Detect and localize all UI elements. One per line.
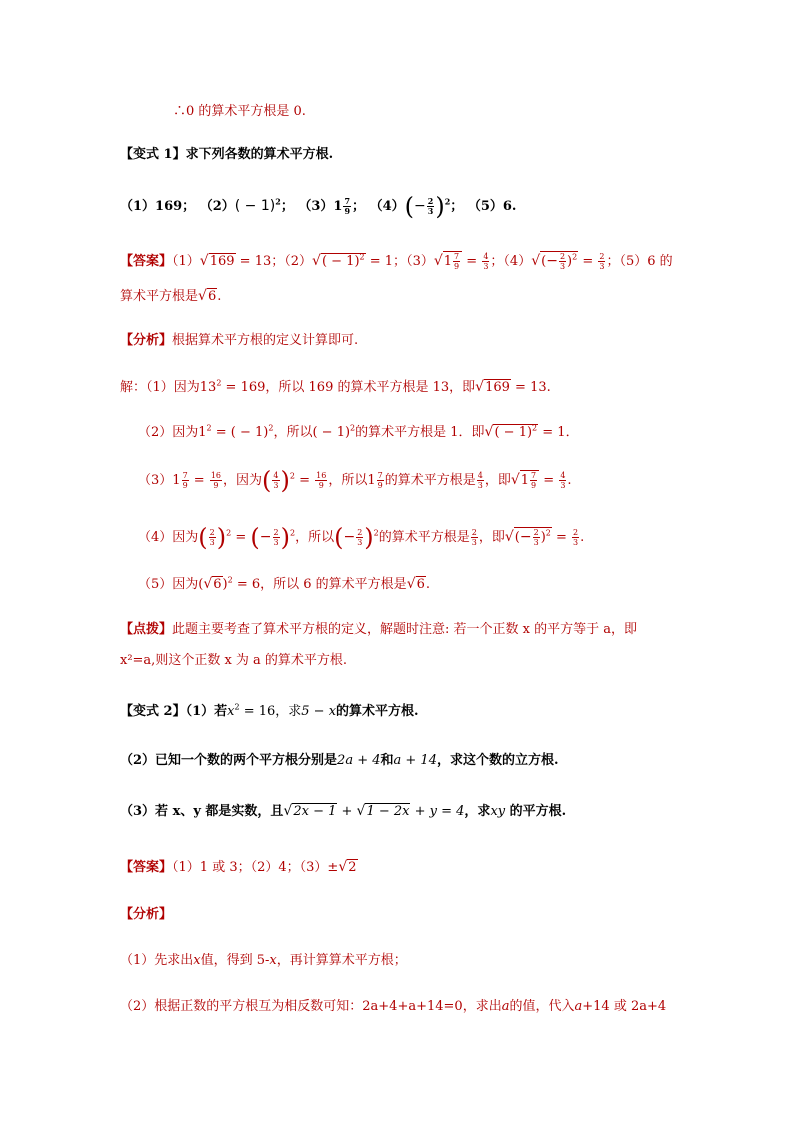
ans-2-result: = 1；: [365, 254, 407, 269]
ans-2-label: （2）: [284, 254, 313, 269]
sqrt-frac-sq: √(− $\frac{2}{3}$ )$^2$: [531, 252, 578, 271]
paren-right: ): [435, 192, 445, 221]
fraction: $\frac{4}{3}$: [483, 252, 489, 271]
analysis1: [120, 331, 358, 351]
item-2-value: ( − 1): [234, 198, 276, 214]
mixed-whole: 1: [333, 199, 343, 214]
ans-1-label: （1）: [172, 254, 200, 269]
analysis-text: 根据算术平方根的定义计算即可.: [172, 333, 359, 348]
sqrt-mixed: √1 $\frac{7}{9}$: [434, 251, 462, 272]
exp-2: 2: [275, 196, 281, 207]
solution-line4: （4）因为( $\frac{2}{3}$ )$^2$ = (− $\frac{2}{3}$ )$^2$，所以(− $\frac{2}{3}$ )$^2$的算术平方根是 $\frac{2}{3}$ ，即√(− $\frac{2}{3}$ )$^2$ = $\frac{2}{3}$ .: [138, 523, 585, 552]
solution-line1: 解：（1）因为$13^2 = 169$，所以 169 的算术平方根是 13，即√169 = 13.: [120, 378, 551, 395]
variant1-question: [120, 145, 333, 165]
ans-1-result: = 13；: [235, 254, 285, 269]
analysis-tag: 【分析】: [120, 333, 173, 348]
tip-line1: 【点拨】此题主要考查了算术平方根的定义，解题时注意: 若一个正数 x 的平方等于 a，即: [120, 622, 638, 637]
tip-tag: 【点拨】: [120, 622, 173, 637]
variant2-tag: 【变式 2】: [120, 704, 186, 719]
item-2-label: （2）: [199, 199, 235, 214]
sep: ；: [450, 199, 464, 214]
variant2-q1: 【变式 2】（1）若$x^2 = 16$，求5 − x的算术平方根.: [120, 702, 419, 719]
sep: ；: [352, 199, 366, 214]
solution-line3: （3）1 $\frac{7}{9}$ = $\frac{16}{9}$ ，因为( $\frac{4}{3}$ )$^2$ = $\frac{16}{9}$ ，所以1 $\frac{7}{9}$ 的算术平方根是 $\frac{4}{3}$ ，即√1 $\frac{7}{9}$ = $\frac{4}{3}$ .: [138, 466, 572, 495]
sep: ；: [280, 199, 294, 214]
item-3-label: （3）: [298, 199, 334, 214]
answer1-line2: 算术平方根是√6.: [120, 286, 221, 307]
solution-line2: （2）因为$1^2$ = ( − 1)$^2$，所以( − 1)$^2$的算术平方根是 1．即√( − 1)$^2$ = 1．: [138, 423, 579, 440]
ans-5: （5）6 的: [619, 254, 673, 269]
fraction: $\frac{2}{3}$: [599, 252, 605, 271]
answer2: 【答案】（1）1 或 3；（2）4；（3）±√2: [120, 859, 357, 875]
exp-2: 2: [444, 196, 451, 207]
sqrt-169: √169: [199, 253, 235, 269]
item-1: （1）169；: [120, 199, 196, 214]
analysis2-line2: （2）根据正数的平方根互为相反数可知：2a+4+a+14=0，求出a的值，代入a+14 或 2a+4: [120, 999, 667, 1014]
variant1-tag: 【变式 1】: [120, 147, 186, 162]
ans-4-label: （4）: [503, 254, 532, 269]
analysis2-line1: （1）先求出x值，得到 5-x，再计算算术平方根；: [120, 953, 407, 968]
variant2-q2: （2）已知一个数的两个平方根分别是2a + 4和a + 14，求这个数的立方根.: [120, 753, 559, 768]
ans-3-label: （3）: [406, 254, 434, 269]
item-4-label: （4）: [369, 199, 405, 214]
fraction: $\frac{7}{9}$: [344, 196, 351, 216]
variant2-q3: （3）若 x、y 都是实数，且√2x − 1 + √1 − 2x + y = 4，求xy 的平方根.: [120, 803, 567, 819]
tip-line2: x²=a,则这个正数 x 为 a 的算术平方根.: [120, 653, 348, 668]
analysis2-tag: 【分析】: [120, 907, 173, 922]
answer2-tag: 【答案】: [120, 860, 173, 875]
item-5: （5）6.: [467, 199, 517, 214]
variant1-items: [120, 192, 517, 221]
sqrt-neg1-sq: √( − 1)$^2$: [312, 252, 365, 269]
variant1-prompt: 求下列各数的算术平方根.: [185, 147, 334, 162]
fraction: $\frac{2}{3}$: [427, 196, 434, 216]
answer-tag: 【答案】: [120, 254, 173, 269]
paren-left: (: [404, 192, 414, 221]
minus-sign: −: [414, 198, 426, 214]
conclusion-line: ∴0 的算术平方根是 0.: [173, 104, 306, 119]
solution-line5: （5）因为$(√6)^2 = 6$，所以 6 的算术平方根是√6.: [138, 575, 431, 592]
sqrt-6: √6: [198, 288, 217, 304]
answer1-line1: 【答案】（1）√169 = 13；$(2)√( - 1)^2 = 1$；（3）√1 $\frac{7}{9}$ = $\frac{4}{3}$ ；（4）√(− $\frac{2}{3}$ )$^2$ = $\frac{2}{3}$ ；（5）6 的: [120, 252, 673, 271]
